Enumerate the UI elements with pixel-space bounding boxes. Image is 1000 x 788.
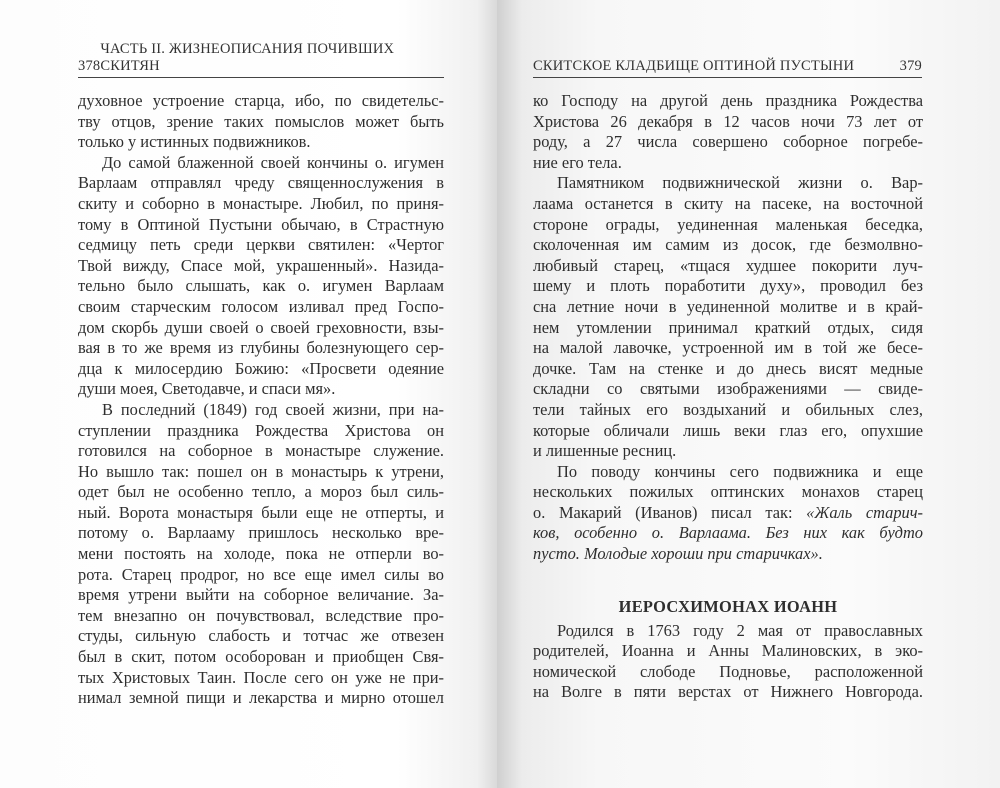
text-line: стороне ограды, уединенная маленькая беседка,: [533, 214, 923, 234]
text-line: любивый старец, «тщася худшее покорити луч-: [533, 255, 923, 275]
text-line: лаама останется в скиту на пасеке, на восточной: [533, 193, 923, 213]
text-line: одет был не особенно тепло, а мороз был силь-: [78, 482, 444, 502]
text-line: был в скит, потом особорован и приобщен Свя-: [78, 647, 444, 667]
text-line: время утрени выйти на соборное величание. За-: [78, 585, 444, 605]
text-line: духовное устроение старца, ибо, по свидетельс-: [78, 91, 444, 110]
page-body-text: [78, 91, 444, 709]
text-line: тому в Оптиной Пустыни обычаю, в Страстную: [78, 214, 444, 234]
running-header: [533, 57, 922, 78]
text-line: родителей, Иоанна и Анны Малиновских, в эко-: [533, 641, 923, 661]
text-line: рота. Старец продрог, но все еще имел силы во: [78, 564, 444, 584]
text-line: До самой блаженной своей кончины о. игумен: [102, 152, 444, 172]
text-line: студы, сильную слабость и тотчас же отвезен: [78, 626, 444, 646]
page-number: 378: [78, 58, 101, 74]
text-line: роду, а 27 числа совершено соборное погребе-: [533, 132, 923, 152]
text-line: нимал земной пищи и лекарства и мирно отошел: [78, 688, 444, 708]
text-line: скиту и соборно в монастыре. Любил, по приня-: [78, 193, 444, 213]
text-line: сна летние ночи в уединенной молитве и в край-: [533, 296, 923, 316]
text-span: о. Макарий (Иванов) писал так:: [533, 502, 807, 522]
running-head-title: ЧАСТЬ II. ЖИЗНЕОПИСАНИЯ ПОЧИВШИХ СКИТЯН: [100, 41, 395, 74]
text-line: Варлаам отправлял чреду священнослужения в: [78, 173, 444, 193]
text-line: Памятником подвижнической жизни о. Вар-: [557, 173, 923, 193]
text-line: В последний (1849) год своей жизни, при на-: [102, 399, 444, 419]
text-line: ступлении праздника Рождества Христова он: [78, 420, 444, 440]
text-line: и лишенные ресниц.: [533, 441, 677, 461]
text-line: тых Христовых Таин. После сего он уже не при-: [78, 667, 444, 687]
text-line: складни со святыми изображениями — свиде-: [533, 379, 923, 399]
text-line: тельно было слышать, как о. игумен Варлаам: [78, 276, 444, 296]
text-line: [533, 503, 923, 524]
text-line: Но вышло так: пошел он в монастырь к утрени,: [78, 461, 444, 481]
text-line: тем внезапно он почувствовал, вследствие про-: [78, 605, 444, 625]
text-line: нем утомлении принимал краткий отдых, сидя: [533, 317, 923, 337]
text-line: души моея, Светодавче, и спаси мя».: [78, 379, 336, 399]
text-line: Родился в 1763 году 2 мая от православных: [557, 620, 923, 640]
text-line: дца к милосердию Божию: «Просвети одеяние: [78, 358, 444, 378]
text-line: дом скорбь души своей о своей греховности, взы-: [78, 317, 444, 337]
text-line: своим старческим голосом изливал пред Госпо-: [78, 296, 444, 316]
text-line: ный. Ворота монастыря были еще не отперты, и: [78, 502, 444, 522]
text-line: вая в то же время из глубины болезнующего сер-: [78, 338, 444, 358]
text-line: По поводу кончины сего подвижника и еще: [557, 461, 923, 481]
text-line: ко Господу на другой день праздника Рождества: [533, 91, 923, 110]
text-line: шему и плоть поработити духу», проводил без: [533, 276, 923, 296]
right-page: [497, 0, 1000, 788]
text-line: дочке. Там на стенке и до днесь висят медные: [533, 358, 923, 378]
running-header: [78, 41, 444, 78]
text-line: потому о. Варлааму пришлось несколько вре-: [78, 523, 444, 543]
section-heading: ИЕРОСХИМОНАХ ИОАНН: [618, 596, 838, 616]
text-line: седмицу петь среди церкви святилен: «Чертог: [78, 235, 444, 255]
text-line: готовился на соборное в монастыре служение.: [78, 441, 444, 461]
page-number: 379: [899, 58, 922, 74]
italic-quote-line: ков, особенно о. Варлаама. Без них как будто: [533, 523, 923, 543]
running-head-title: СКИТСКОЕ КЛАДБИЩЕ ОПТИНОЙ ПУСТЫНИ: [533, 58, 855, 74]
text-line: номической слободе Подновье, расположенной: [533, 661, 923, 681]
left-page: [0, 0, 497, 788]
italic-quote: «Жаль старич-: [806, 502, 923, 522]
text-line: Твой вижду, Спасе мой, украшенный». Назида-: [78, 255, 444, 275]
text-line: только у истинных подвижников.: [78, 132, 311, 152]
text-line: нескольких пожилых оптинских монахов старец: [533, 482, 923, 502]
text-line: сколоченная им самим из досок, где безмолвно-: [533, 235, 923, 255]
text-line: тву отцов, зрение таких помыслов может быть: [78, 111, 444, 131]
page-body-text: [533, 91, 923, 703]
italic-quote-line: пусто. Молодые хороши при старичках».: [533, 544, 823, 564]
text-line: на Волге в пяти верстах от Нижнего Новгорода.: [533, 682, 923, 702]
text-line: которые обличали лишь веки глаз его, опухшие: [533, 420, 923, 440]
text-line: ние его тела.: [533, 152, 622, 172]
text-line: мени постоять на холоде, пока не отперли во-: [78, 544, 444, 564]
text-line: тели тайных его воздыханий и обильных слез,: [533, 399, 923, 419]
text-line: на малой лавочке, устроенной им в той же бесе-: [533, 338, 923, 358]
text-line: Христова 26 декабря в 12 часов ночи 73 лет от: [533, 111, 923, 131]
